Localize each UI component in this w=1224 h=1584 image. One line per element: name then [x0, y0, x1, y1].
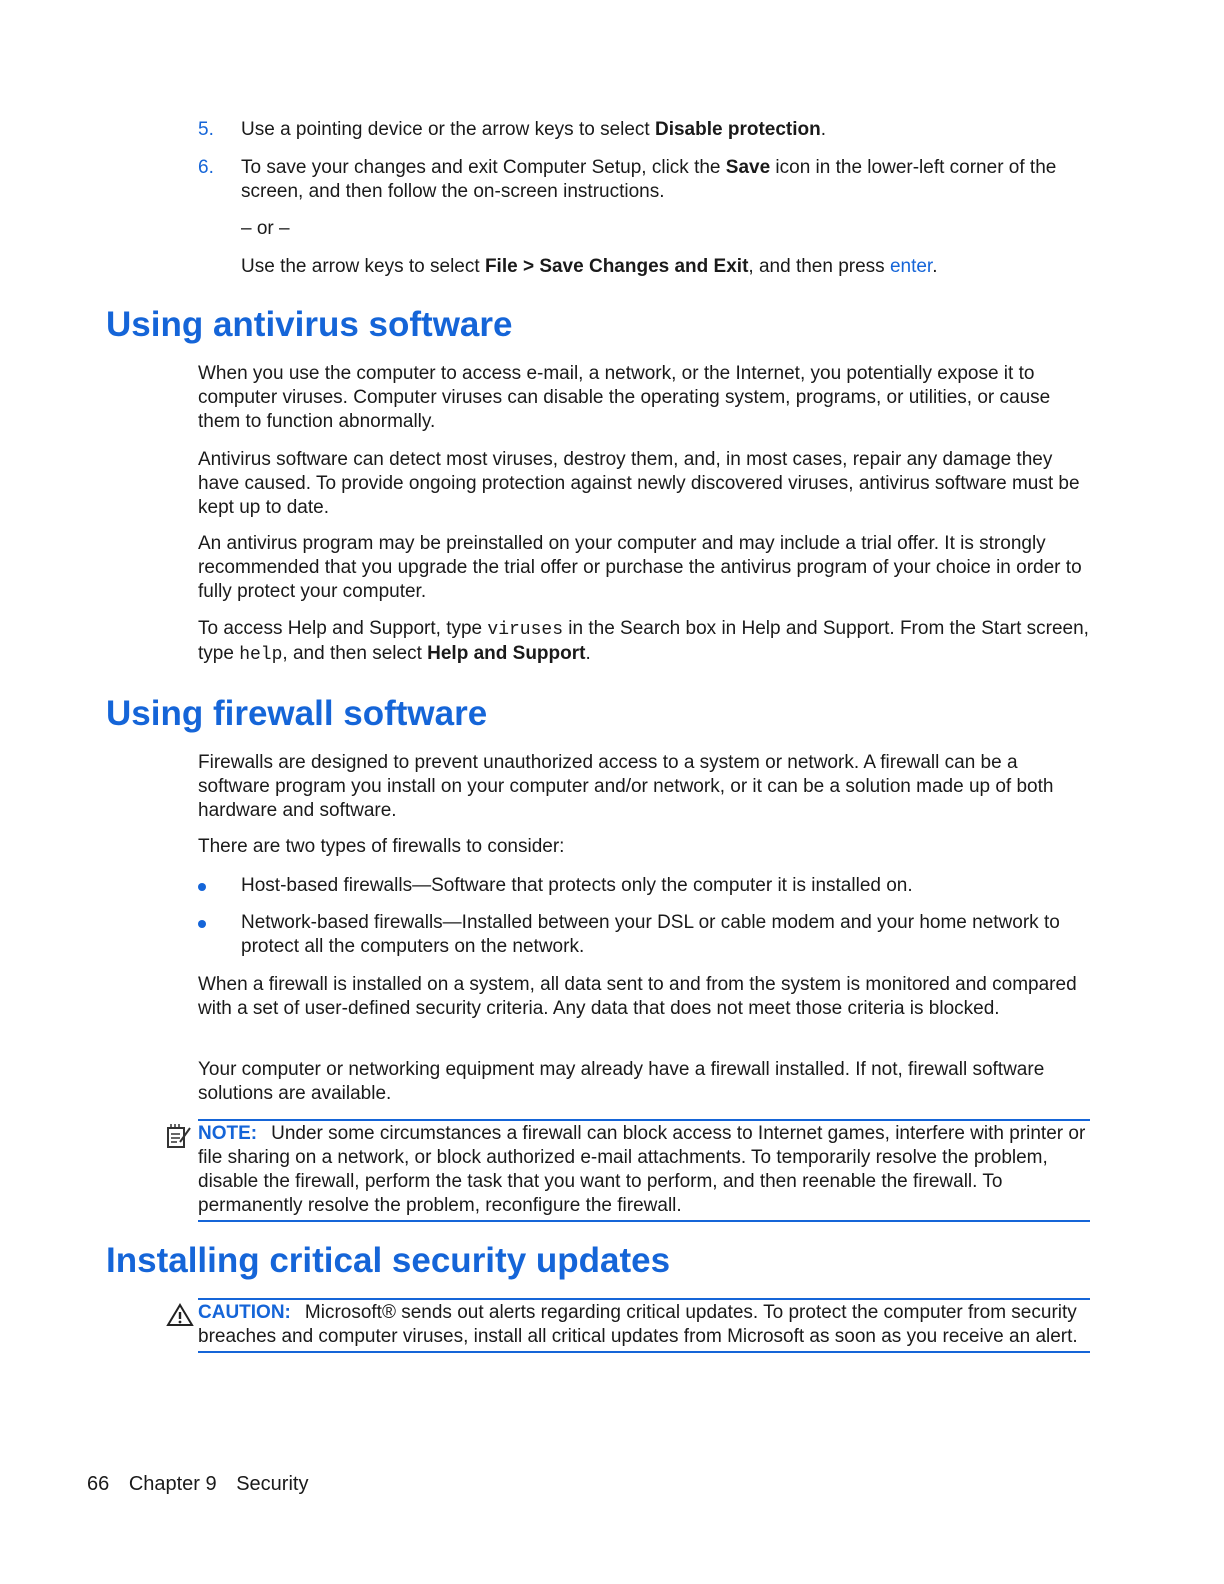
bullet-icon	[198, 920, 206, 928]
bullet-text: Host-based firewalls—Software that protects only the computer it is installed on.	[241, 875, 913, 896]
step-number: 5.	[198, 119, 214, 140]
bullet-text: Network-based firewalls—Installed between your DSL or cable modem and your home network to protect all the computers on the network.	[241, 912, 1060, 957]
step-6	[198, 156, 1088, 204]
heading-security-updates: Installing critical security updates	[106, 1241, 671, 1280]
alt-instruction-menu-path: File > Save Changes and Exit	[484, 256, 749, 277]
step-text-post: .	[820, 119, 827, 140]
step-text-bold: Disable protection	[654, 119, 821, 140]
note-label: NOTE:	[198, 1123, 258, 1144]
alt-instruction	[241, 255, 1091, 279]
step-number: 6.	[198, 157, 214, 178]
heading-antivirus: Using antivirus software	[106, 305, 513, 344]
caution-text: Microsoft® sends out alerts regarding critical updates. To protect the computer from security breaches and computer viruses, install all critical updates from Microsoft as soon as you receive an alert.	[198, 1302, 1078, 1347]
or-separator: – or –	[241, 218, 290, 239]
page-footer	[87, 1472, 322, 1496]
list-item	[198, 874, 1093, 898]
firewall-paragraph-4: Your computer or networking equipment may already have a firewall installed. If not, firewall software solutions are available.	[198, 1059, 1045, 1104]
alt-instruction-pre: Use the arrow keys to select	[241, 256, 485, 277]
antivirus-paragraph-1: When you use the computer to access e-mail, a network, or the Internet, you potentially expose it to computer viruses. Computer viruses can disable the operating system, programs, or utilities, or cause them to function abnormally.	[198, 363, 1051, 432]
bullet-icon	[198, 883, 206, 891]
firewall-paragraph-3: When a firewall is installed on a system, all data sent to and from the system is monitored and compared with a set of user-defined security criteria. Any data that does not meet those criteria is blocked.	[198, 974, 1077, 1019]
step-text	[241, 118, 1091, 142]
section-label: Security	[236, 1473, 309, 1495]
warning-icon	[166, 1303, 194, 1332]
heading-firewall: Using firewall software	[106, 694, 488, 733]
p4-mid2: , and then select	[282, 643, 428, 664]
p4-mid: in the Search box in Help and Support. From the Start screen, type	[198, 618, 1089, 664]
antivirus-paragraph-2: Antivirus software can detect most viruses, destroy them, and, in most cases, repair any damage they have caused. To provide ongoing protection against newly discovered viruses, antivirus software must be kept up to date.	[198, 449, 1080, 518]
antivirus-paragraph-4	[198, 617, 1093, 667]
note-text: Under some circumstances a firewall can block access to Internet games, interfere with printer or file sharing on a network, or block authorized e-mail attachments. To temporarily resolve the problem, disable the firewall, perform the task that you want to perform, and then reenable the firewall. To permanently resolve the problem, reconfigure the firewall.	[198, 1123, 1086, 1216]
note-icon	[166, 1122, 192, 1155]
page-number: 66	[87, 1473, 110, 1495]
enter-key-label: enter	[889, 256, 933, 277]
step-text-pre: To save your changes and exit Computer Setup, click the	[241, 157, 726, 178]
firewall-paragraph-1: Firewalls are designed to prevent unauthorized access to a system or network. A firewall can be a software program you install on your computer and/or network, or it can be a solution made up of both hardware and software.	[198, 752, 1054, 821]
list-item	[198, 911, 1093, 959]
alt-instruction-mid: , and then press	[748, 256, 890, 277]
note-callout	[198, 1119, 1090, 1222]
firewall-paragraph-2: There are two types of firewalls to consider:	[198, 836, 565, 857]
caution-label: CAUTION:	[198, 1302, 291, 1323]
search-term-viruses: viruses	[487, 620, 564, 640]
caution-callout	[198, 1298, 1090, 1353]
chapter-label: Chapter 9	[128, 1473, 217, 1495]
antivirus-paragraph-3: An antivirus program may be preinstalled on your computer and may include a trial offer. It is strongly recommended that you upgrade the trial offer or purchase the antivirus program of your choice in order to fully protect your computer.	[198, 533, 1082, 602]
search-term-help: help	[239, 645, 283, 665]
alt-instruction-post: .	[932, 256, 938, 277]
help-and-support-label: Help and Support	[427, 643, 586, 664]
p4-post: .	[585, 643, 591, 664]
p4-pre: To access Help and Support, type	[198, 618, 488, 639]
step-text-post: icon in the lower-left corner of the screen, and then follow the on-screen instructions.	[241, 157, 1057, 202]
step-5	[198, 118, 1088, 142]
step-text-pre: Use a pointing device or the arrow keys to select	[241, 119, 655, 140]
step-text-bold: Save	[725, 157, 771, 178]
step-text	[241, 156, 1091, 204]
